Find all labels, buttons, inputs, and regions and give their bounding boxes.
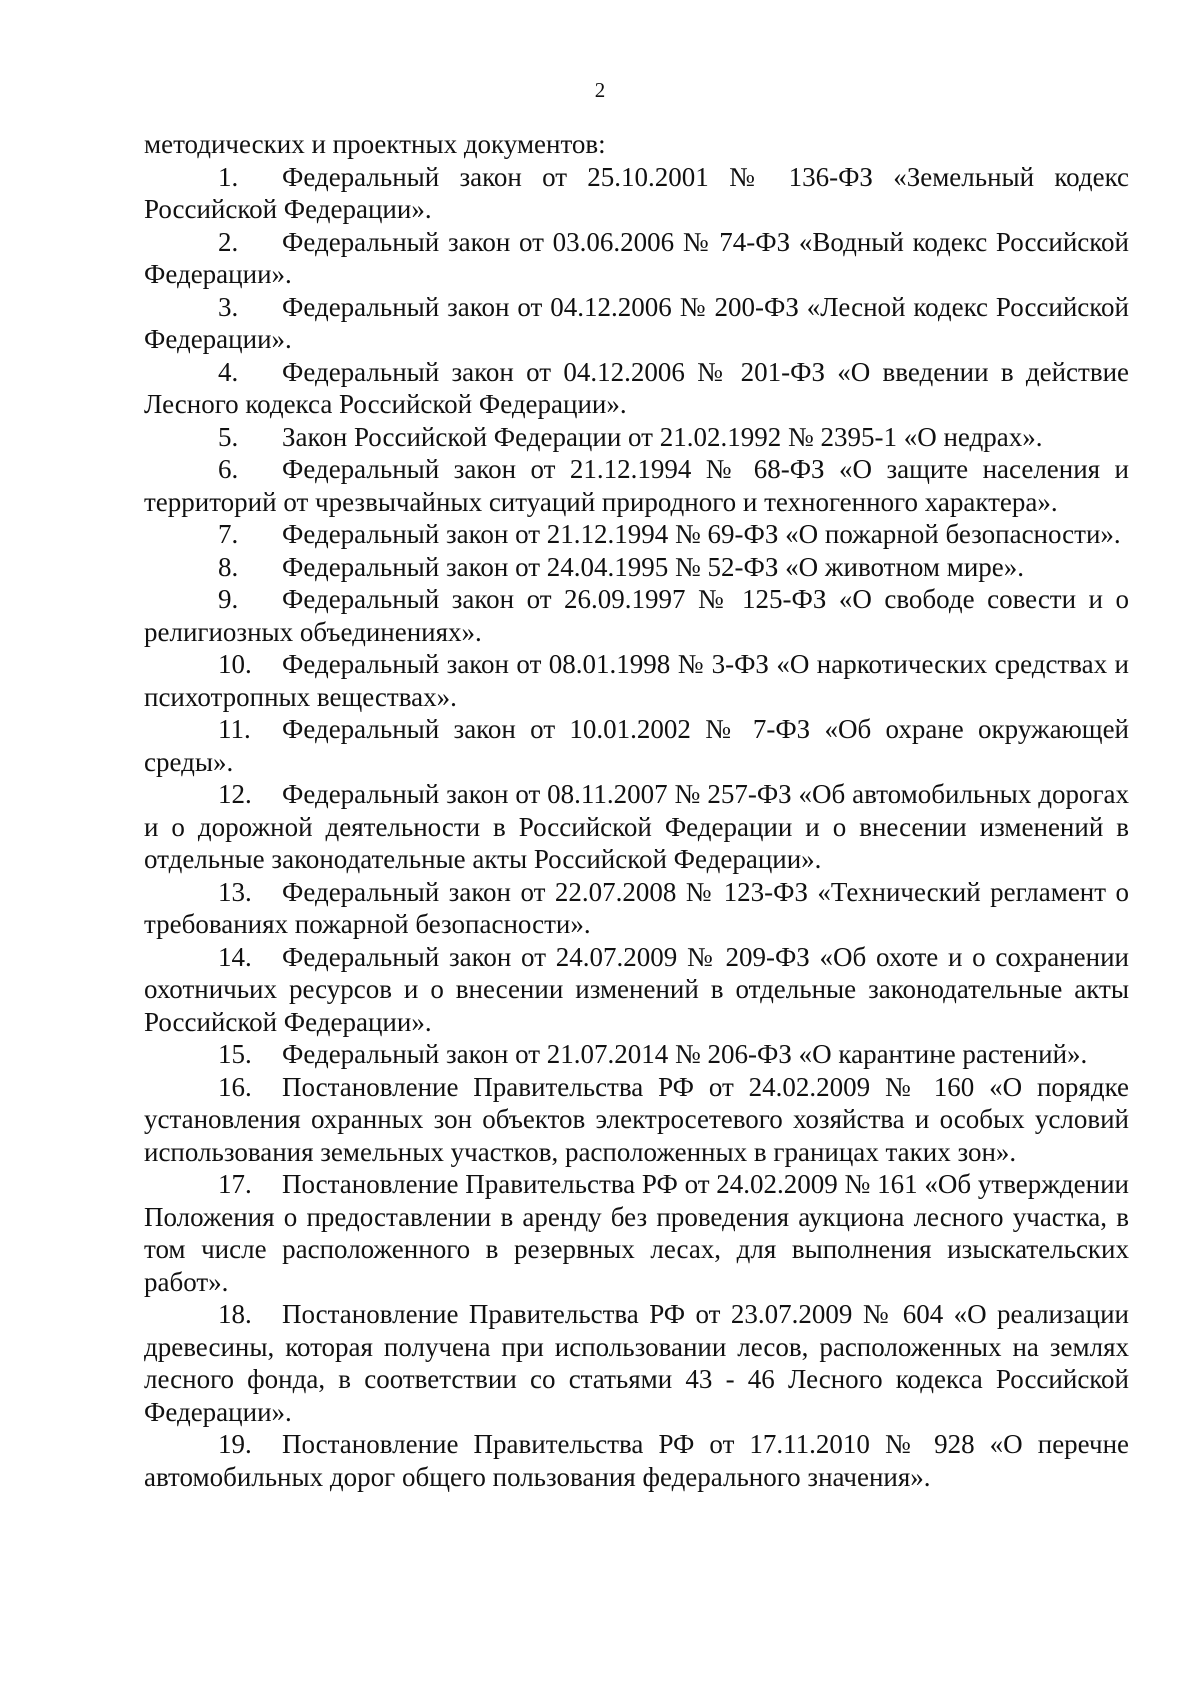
list-item-number: 1.	[218, 161, 239, 192]
list-item-text: Федеральный закон от 03.06.2006 № 74-ФЗ «Водный кодекс Российской Федерации».	[144, 226, 1129, 289]
list-item-text: Закон Российской Федерации от 21.02.1992 № 2395-1 «О недрах».	[282, 421, 1043, 452]
list-item-text: Федеральный закон от 24.07.2009 № 209-ФЗ «Об охоте и о сохранении охотничьих ресурсов и о внесении изменений в отдельные законодательные акты Российской Федерации».	[144, 941, 1129, 1037]
list-item	[144, 583, 1129, 648]
list-item-text: Постановление Правительства РФ от 24.02.2009 № 161 «Об утверждении Положения о предоставлении в аренду без проведения аукциона лесного участка, в том числе расположенного в резервных лесах, для выполнения изыскательских работ».	[144, 1169, 1129, 1297]
list-item	[144, 1168, 1129, 1298]
list-item-text: Федеральный закон от 26.09.1997 № 125-ФЗ «О свободе совести и о религиозных объединениях».	[144, 584, 1129, 647]
list-item	[144, 778, 1129, 876]
list-item	[144, 356, 1129, 421]
list-item-text: Федеральный закон от 22.07.2008 № 123-ФЗ «Технический регламент о требованиях пожарной безопасности».	[144, 876, 1129, 939]
list-item-number: 8.	[218, 551, 239, 582]
list-item-text: Федеральный закон от 24.04.1995 № 52-ФЗ «О животном мире».	[282, 551, 1025, 582]
document-body	[144, 128, 1129, 1493]
list-item-text: Федеральный закон от 21.12.1994 № 69-ФЗ «О пожарной безопасности».	[282, 519, 1121, 549]
list-item	[144, 1428, 1129, 1493]
list-item-number: 18.	[218, 1299, 252, 1329]
list-item	[144, 876, 1129, 941]
list-item	[144, 713, 1129, 778]
list-item-number: 3.	[218, 291, 239, 322]
list-item-text: Федеральный закон от 21.12.1994 № 68-ФЗ «О защите населения и территорий от чрезвычайных ситуаций природного и техногенного характера».	[144, 454, 1129, 517]
list-item-number: 17.	[218, 1169, 252, 1199]
list-item-number: 13.	[218, 876, 252, 907]
list-item-number: 7.	[218, 519, 239, 549]
list-item-number: 5.	[218, 421, 239, 452]
list-item-number: 16.	[218, 1071, 252, 1102]
list-item-number: 15.	[218, 1039, 252, 1069]
list-item	[144, 941, 1129, 1039]
list-item-text: Федеральный закон от 10.01.2002 № 7-ФЗ «Об охране окружающей среды».	[144, 714, 1129, 777]
list-item-number: 12.	[218, 779, 252, 809]
page-number: 2	[594, 78, 606, 102]
list-item-text: Постановление Правительства РФ от 24.02.2009 № 160 «О порядке установления охранных зон объектов электросетевого хозяйства и особых условий использования земельных участков, расположенных в границах таких зон».	[144, 1071, 1129, 1167]
list-item-number: 11.	[218, 714, 251, 744]
legal-acts-list	[144, 161, 1129, 1494]
list-item	[144, 161, 1129, 226]
list-item-number: 4.	[218, 356, 239, 387]
list-item-number: 6.	[218, 454, 239, 484]
list-item	[144, 453, 1129, 518]
list-item-number: 9.	[218, 584, 239, 614]
list-item-text: Федеральный закон от 25.10.2001 № 136-ФЗ «Земельный кодекс Российской Федерации».	[144, 161, 1129, 224]
list-item	[144, 226, 1129, 291]
list-item-number: 19.	[218, 1429, 252, 1459]
list-item-number: 10.	[218, 649, 252, 679]
list-item-text: Федеральный закон от 04.12.2006 № 200-ФЗ «Лесной кодекс Российской Федерации».	[144, 291, 1129, 354]
list-item-text: Федеральный закон от 08.01.1998 № 3-ФЗ «О наркотических средствах и психотропных веществах».	[144, 649, 1129, 712]
list-item	[144, 518, 1129, 551]
list-item-text: Постановление Правительства РФ от 17.11.2010 № 928 «О перечне автомобильных дорог общего пользования федерального значения».	[144, 1429, 1129, 1492]
intro-line: методических и проектных документов:	[144, 129, 606, 159]
list-item-text: Федеральный закон от 08.11.2007 № 257-ФЗ «Об автомобильных дорогах и о дорожной деятельности в Российской Федерации и о внесении изменений в отдельные законодательные акты Российской Федерации».	[144, 779, 1129, 874]
list-item	[144, 1038, 1129, 1071]
list-item	[144, 1071, 1129, 1169]
list-item-text: Федеральный закон от 21.07.2014 № 206-ФЗ «О карантине растений».	[282, 1039, 1088, 1069]
list-item-number: 14.	[218, 941, 252, 972]
list-item	[144, 291, 1129, 356]
list-item-number: 2.	[218, 226, 239, 257]
list-item-text: Постановление Правительства РФ от 23.07.2009 № 604 «О реализации древесины, которая получена при использовании лесов, расположенных на землях лесного фонда, в соответствии со статьями 43 - 46 Лесного кодекса Российской Федерации».	[144, 1299, 1129, 1427]
list-item	[144, 1298, 1129, 1428]
list-item	[144, 551, 1129, 584]
list-item-text: Федеральный закон от 04.12.2006 № 201-ФЗ «О введении в действие Лесного кодекса Российской Федерации».	[144, 356, 1129, 419]
list-item	[144, 421, 1129, 454]
list-item	[144, 648, 1129, 713]
